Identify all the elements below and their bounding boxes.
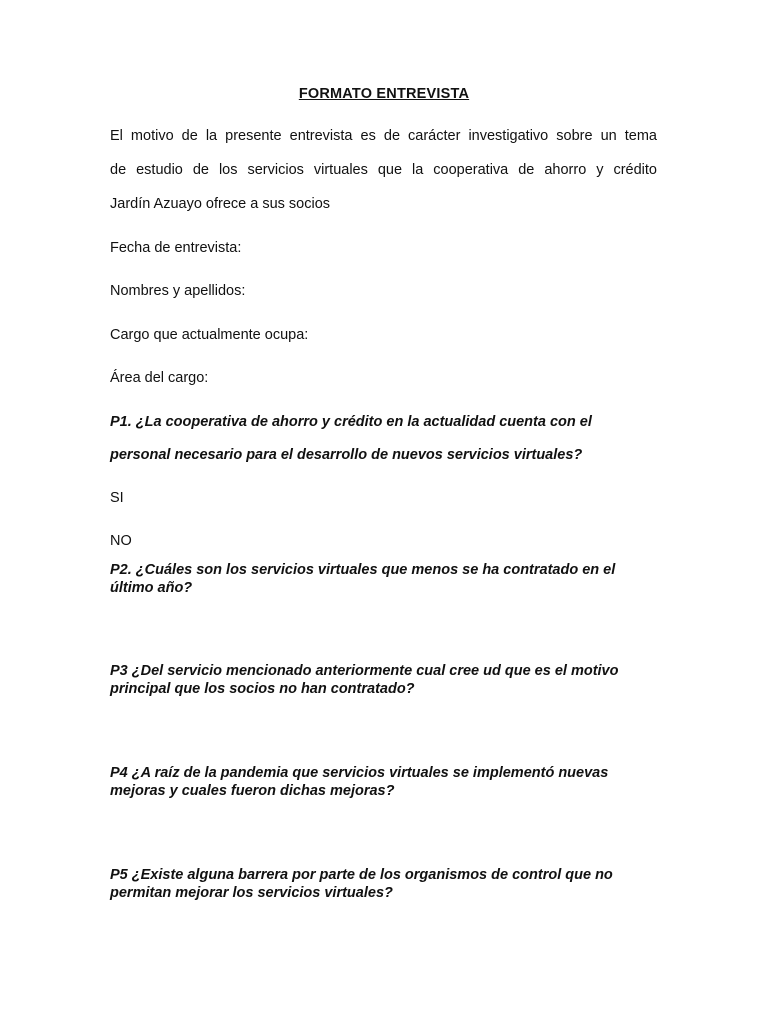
question-p3: P3 ¿Del servicio mencionado anteriormente cual cree ud que es el motivo principal que los socios no han contratado?: [110, 663, 619, 697]
question-p4: P4 ¿A raíz de la pandemia que servicios virtuales se implementó nuevas mejoras y cuales fueron dichas mejoras?: [110, 765, 609, 799]
field-cargo-actual: Cargo que actualmente ocupa:: [110, 327, 309, 343]
option-si: SI: [110, 490, 124, 506]
question-p1-line-1: P1. ¿La cooperativa de ahorro y crédito en la actualidad cuenta con el: [110, 414, 592, 430]
option-no: NO: [110, 533, 132, 549]
field-area-cargo: Área del cargo:: [110, 370, 209, 386]
question-p2: P2. ¿Cuáles son los servicios virtuales que menos se ha contratado en el último año?: [110, 562, 616, 596]
question-p1-line-2: personal necesario para el desarrollo de nuevos servicios virtuales?: [110, 447, 583, 463]
field-nombres-apellidos: Nombres y apellidos:: [110, 283, 246, 299]
question-p5: P5 ¿Existe alguna barrera por parte de los organismos de control que no permitan mejorar los servicios virtuales?: [110, 867, 613, 901]
intro-line-3: Jardín Azuayo ofrece a sus socios: [110, 196, 331, 212]
intro-line-2: de estudio de los servicios virtuales que la cooperativa de ahorro y crédito: [110, 162, 657, 178]
field-fecha-entrevista: Fecha de entrevista:: [110, 240, 242, 256]
document-title: FORMATO ENTREVISTA: [298, 86, 470, 102]
intro-line-1: El motivo de la presente entrevista es de carácter investigativo sobre un tema: [110, 128, 657, 144]
